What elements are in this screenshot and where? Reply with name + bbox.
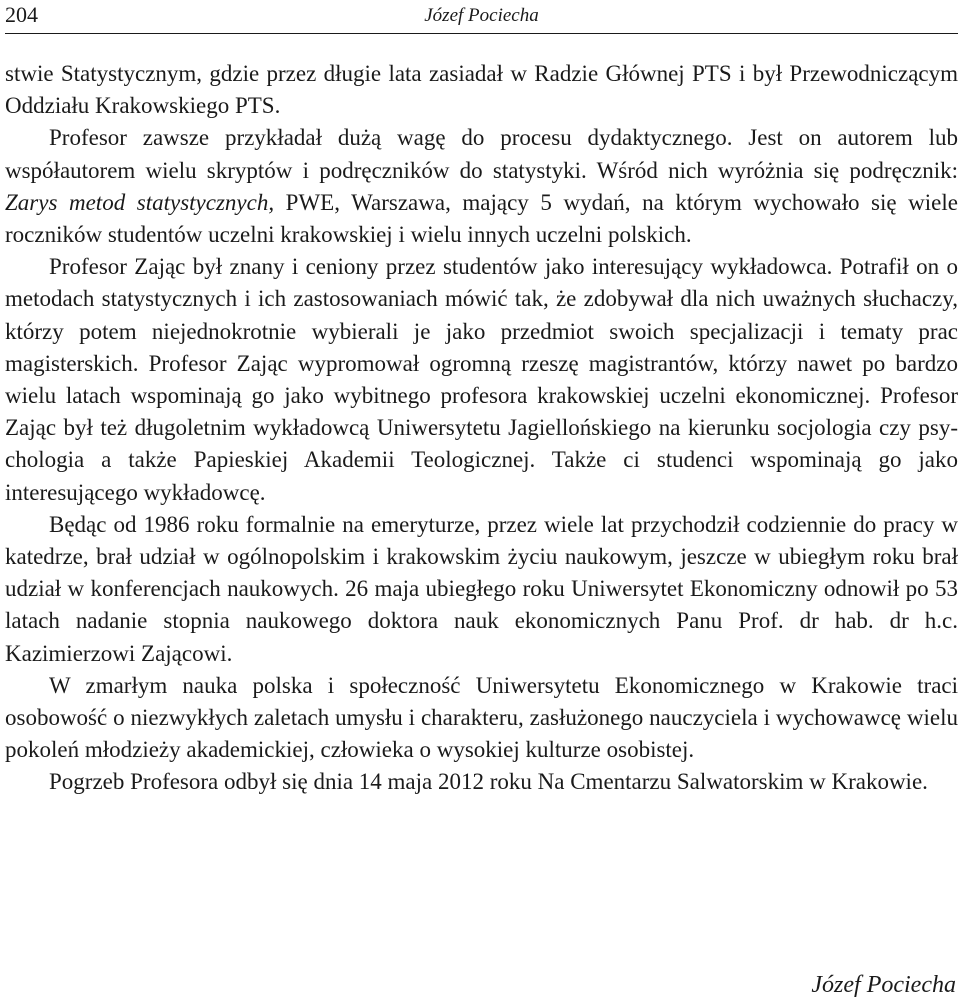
article-body (5, 58, 958, 799)
author-signature: Józef Pociecha (811, 972, 956, 998)
paragraph (5, 509, 958, 670)
running-title: Józef Pociecha (424, 5, 539, 26)
paragraph-text: Profesor zawsze przykładał dużą wagę do procesu dydaktycznego. Jest on autorem lub współautorem wielu skryptów i podręczników do statystyki. Wśród nich wyróżnia się podręcznik: (5, 125, 958, 183)
paragraph-text: stwie Statystycznym, gdzie przez długie lata zasiadał w Radzie Głównej PTS i był Przewodniczącym Oddziału Krakowskiego PTS. (5, 61, 958, 119)
paragraph (5, 670, 958, 767)
paragraph-text: W zmarłym nauka polska i społeczność Uniwersytetu Ekonomicznego w Krakowie traci osobowość o niezwykłych zaletach umysłu i charakteru, zasłużonego nauczyciela i wychowawcę wielu pokoleń młodzieży akademickiej, człowieka o wysokiej kulturze osobistej. (5, 672, 958, 763)
paragraph-text: PWE, Warszawa, mający 5 wydań, na którym wychowało się wiele roczników studentów uczelni krakowskiej i wielu innych uczelni polskich. (5, 189, 958, 248)
document-page (5, 0, 958, 1008)
running-header (5, 0, 958, 34)
paragraph-text: Będąc od 1986 roku formalnie na emeryturze, przez wiele lat przychodził codziennie do pracy w katedrze, brał udział w ogólnopolskim i krakowskim życiu naukowym, jeszcze w ubiegłym roku brał udział w konferencjach naukowych. 26 maja ubiegłego roku Uniwersytet Ekonomiczny odnowił po 53 latach nadanie stopnia naukowego doktora nauk ekonomicznych Panu Prof. dr hab. dr h.c. Kazimierzowi Zającowi. (5, 511, 958, 666)
paragraph (5, 251, 958, 509)
paragraph (5, 766, 958, 798)
paragraph (5, 58, 958, 122)
paragraph (5, 122, 958, 251)
paragraph-text: Pogrzeb Profesora odbył się dnia 14 maja 2012 roku Na Cmentarzu Salwatorskim w Krakowie. (49, 769, 928, 795)
page-number: 204 (5, 2, 38, 27)
paragraph-text: Profesor Zając był znany i ceniony przez studentów jako interesujący wykładowca. Potrafił on o metodach statystycznych i ich zastosowaniach mówić tak, że zdobywał dla nich uważnych słuchaczy, którzy potem niejednokrotnie wybierali je jako przedmiot swoich specjalizacji i tematy prac magisterskich. Profesor Zając wypromował ogromną rzeszę magistrantów, którzy nawet po bardzo wielu latach wspominają go jako wybitnego profesora krakowskiej uczelni ekonomicznej. Profesor Zając był też długoletnim wykładowcą Uniwersytetu Jagiellońskiego na kierunku socjologia czy psychologia a także Papieskiej Akademii Teologicznej. Także ci studenci wspominają go jako interesującego wykładowcę. (5, 254, 958, 505)
book-title: Zarys metod statystycznych, (5, 189, 275, 215)
